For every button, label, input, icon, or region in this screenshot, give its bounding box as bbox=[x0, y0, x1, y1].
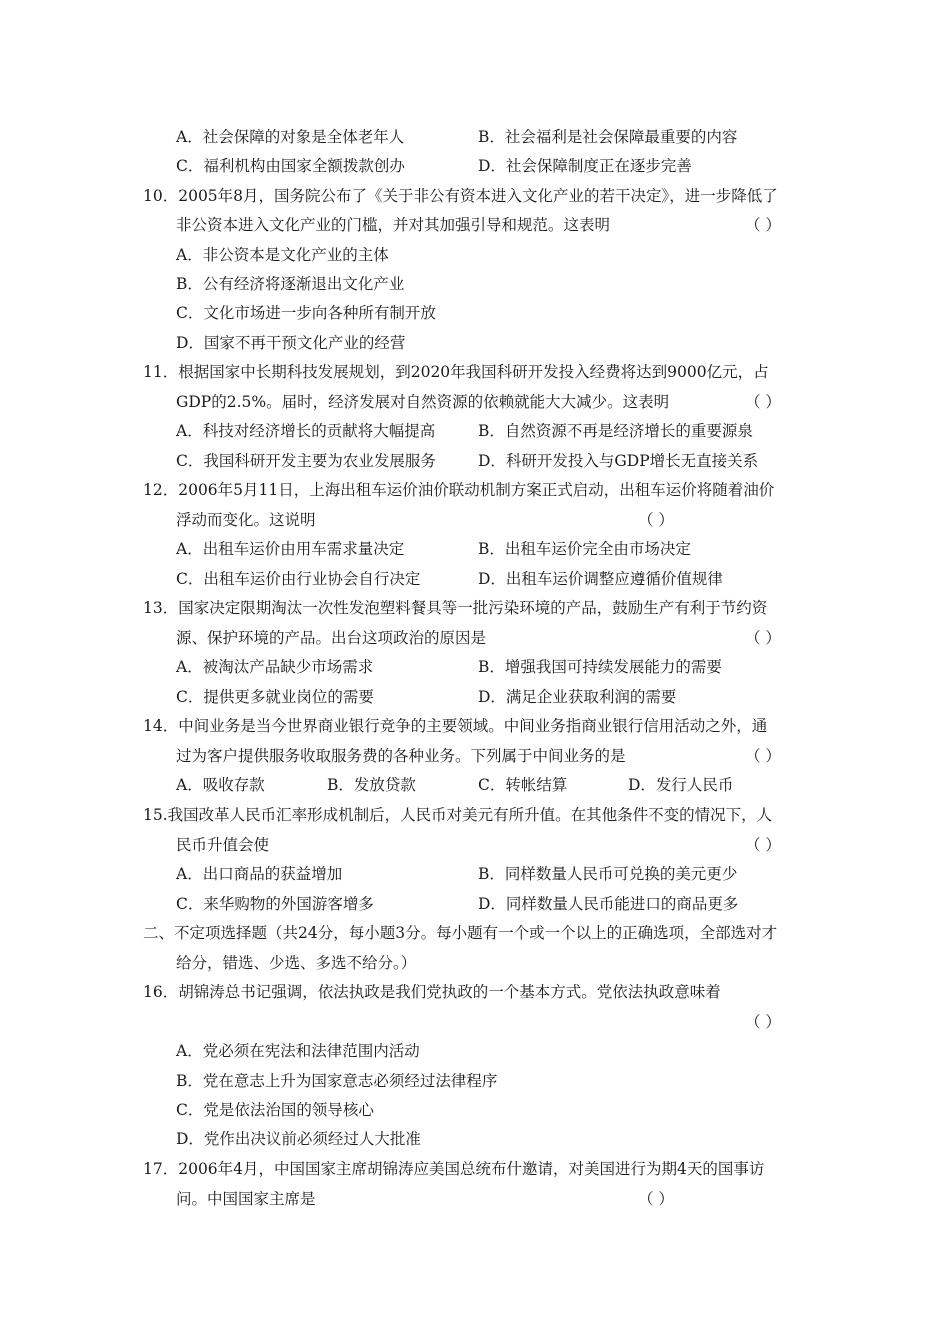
q12-stem-line1: 12．2006年5月11日，上海出租车运价油价联动机制方案正式启动，出租车运价将随着油价 bbox=[143, 481, 775, 499]
q11-answer-blank: （ ） bbox=[745, 393, 781, 411]
q13-answer-blank: （ ） bbox=[745, 629, 781, 647]
q15-stem-line1: 15.我国改革人民币汇率形成机制后，人民币对美元有所升值。在其他条件不变的情况下，人 bbox=[143, 806, 773, 824]
q10-option-d: D．国家不再干预文化产业的经营 bbox=[176, 334, 406, 352]
q14-option-a: A．吸收存款 bbox=[176, 776, 265, 794]
q15-option-a: A．出口商品的获益增加 bbox=[176, 865, 343, 883]
q14-option-c: C．转帐结算 bbox=[478, 776, 568, 794]
q14-option-d: D．发行人民币 bbox=[628, 776, 734, 794]
q9-option-a: A．社会保障的对象是全体老年人 bbox=[176, 128, 405, 146]
q13-option-d: D．满足企业获取利润的需要 bbox=[478, 688, 677, 706]
q13-option-a: A．被淘汰产品缺少市场需求 bbox=[176, 658, 374, 676]
q17-stem-line1: 17．2006年4月，中国国家主席胡锦涛应美国总统布什邀请，对美国进行为期4天的国事访 bbox=[143, 1160, 765, 1178]
q15-option-b: B．同样数量人民币可兑换的美元更少 bbox=[478, 865, 738, 883]
q11-option-a: A．科技对经济增长的贡献将大幅提高 bbox=[176, 422, 436, 440]
q11-option-b: B．自然资源不再是经济增长的重要源泉 bbox=[478, 422, 753, 440]
q14-answer-blank: （ ） bbox=[745, 747, 781, 765]
q11-option-c: C．我国科研开发主要为农业发展服务 bbox=[176, 452, 436, 470]
q12-answer-blank: （ ） bbox=[638, 511, 674, 529]
q15-stem-line2: 民币升值会使 bbox=[176, 836, 270, 854]
q16-answer-blank: （ ） bbox=[745, 1013, 781, 1031]
q14-stem-line1: 14．中间业务是当今世界商业银行竞争的主要领域。中间业务指商业银行信用活动之外，通 bbox=[143, 717, 768, 735]
q13-option-b: B．增强我国可持续发展能力的需要 bbox=[478, 658, 722, 676]
q13-option-c: C．提供更多就业岗位的需要 bbox=[176, 688, 374, 706]
q14-option-b: B．发放贷款 bbox=[327, 776, 416, 794]
q11-option-d: D．科研开发投入与GDP增长无直接关系 bbox=[478, 452, 759, 470]
q10-option-a: A．非公资本是文化产业的主体 bbox=[176, 246, 389, 264]
q10-option-b: B．公有经济将逐渐退出文化产业 bbox=[176, 275, 405, 293]
q16-stem-line1: 16．胡锦涛总书记强调，依法执政是我们党执政的一个基本方式。党依法执政意味着 bbox=[143, 983, 721, 1001]
q12-option-b: B．出租车运价完全由市场决定 bbox=[478, 540, 691, 558]
section2-heading-line1: 二、不定项选择题（共24分，每小题3分。每小题有一个或一个以上的正确选项，全部选对才 bbox=[143, 924, 778, 942]
q16-option-c: C．党是依法治国的领导核心 bbox=[176, 1101, 374, 1119]
q13-stem-line2: 源、保护环境的产品。出台这项政治的原因是 bbox=[176, 629, 487, 647]
q16-option-d: D．党作出决议前必须经过人大批准 bbox=[176, 1130, 421, 1148]
q11-stem-line1: 11．根据国家中长期科技发展规划，到2020年我国科研开发投入经费将达到9000亿元，占 bbox=[143, 363, 769, 381]
q10-answer-blank: （ ） bbox=[745, 216, 781, 234]
q17-stem-line2: 问。中国国家主席是 bbox=[176, 1190, 316, 1208]
q12-option-d: D．出租车运价调整应遵循价值规律 bbox=[478, 570, 723, 588]
q9-option-b: B．社会福利是社会保障最重要的内容 bbox=[478, 128, 738, 146]
q15-answer-blank: （ ） bbox=[745, 836, 781, 854]
q10-option-c: C．文化市场进一步向各种所有制开放 bbox=[176, 304, 436, 322]
q15-option-c: C．来华购物的外国游客增多 bbox=[176, 895, 374, 913]
q12-option-a: A．出租车运价由用车需求量决定 bbox=[176, 540, 405, 558]
q12-option-c: C．出租车运价由行业协会自行决定 bbox=[176, 570, 421, 588]
q9-option-c: C．福利机构由国家全额拨款创办 bbox=[176, 157, 405, 175]
q13-stem-line1: 13．国家决定限期淘汰一次性发泡塑料餐具等一批污染环境的产品，鼓励生产有利于节约资 bbox=[143, 599, 768, 617]
q16-option-a: A．党必须在宪法和法律范围内活动 bbox=[176, 1042, 420, 1060]
q9-option-d: D．社会保障制度正在逐步完善 bbox=[478, 157, 692, 175]
q16-option-b: B．党在意志上升为国家意志必须经过法律程序 bbox=[176, 1072, 498, 1090]
q14-stem-line2: 过为客户提供服务收取服务费的各种业务。下列属于中间业务的是 bbox=[176, 747, 626, 765]
section2-heading-line2: 给分，错选、少选、多选不给分。） bbox=[176, 954, 417, 972]
q10-stem-line1: 10．2005年8月，国务院公布了《关于非公有资本进入文化产业的若干决定》，进一步降低了 bbox=[143, 187, 778, 205]
q17-answer-blank: （ ） bbox=[638, 1190, 674, 1208]
q10-stem-line2: 非公资本进入文化产业的门槛，并对其加强引导和规范。这表明 bbox=[176, 216, 611, 234]
q12-stem-line2: 浮动而变化。这说明 bbox=[176, 511, 316, 529]
q11-stem-line2: GDP的2.5%。届时，经济发展对自然资源的依赖就能大大减少。这表明 bbox=[176, 393, 670, 411]
q15-option-d: D．同样数量人民币能进口的商品更多 bbox=[478, 895, 739, 913]
